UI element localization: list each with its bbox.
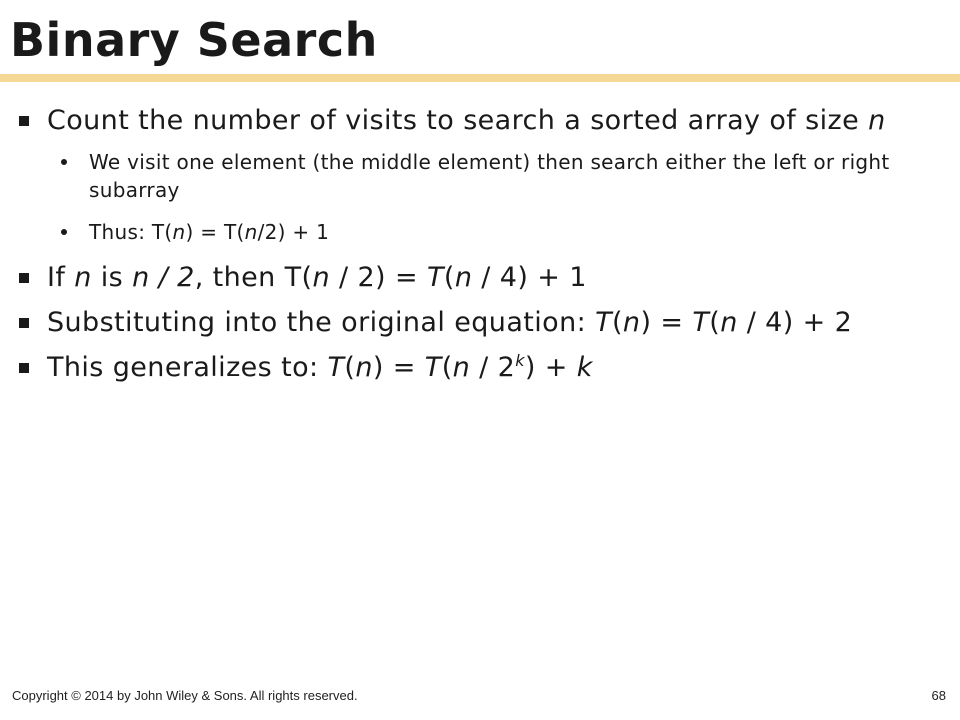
bullet-n-over-2: If n is n / 2, then T(n / 2) = T(n / 4) + 1 xyxy=(0,260,960,295)
page-number: 68 xyxy=(931,688,946,703)
subbullet-visit-middle: We visit one element (the middle element) then search either the left or right subarray xyxy=(0,148,960,204)
bullet-substituting: Substituting into the original equation: T(n) = T(n / 4) + 2 xyxy=(0,305,960,340)
round-bullet-icon xyxy=(61,229,67,235)
bullet-count-visits: Count the number of visits to search a sorted array of size n xyxy=(0,103,960,138)
slide-title: Binary Search xyxy=(10,13,378,67)
bullet-generalizes: This generalizes to: $T(n) = T(n / 2^k) + k$ xyxy=(0,350,960,385)
square-bullet-icon xyxy=(19,273,29,283)
subbullet-recurrence: Thus: T(n) = T(n/2) + 1 xyxy=(0,218,960,246)
slide-content xyxy=(0,103,960,385)
title-underline-rule xyxy=(0,74,960,82)
square-bullet-icon xyxy=(19,116,29,126)
copyright-footer: Copyright © 2014 by John Wiley & Sons. All rights reserved. xyxy=(12,688,358,703)
square-bullet-icon xyxy=(19,363,29,373)
round-bullet-icon xyxy=(61,159,67,165)
square-bullet-icon xyxy=(19,318,29,328)
